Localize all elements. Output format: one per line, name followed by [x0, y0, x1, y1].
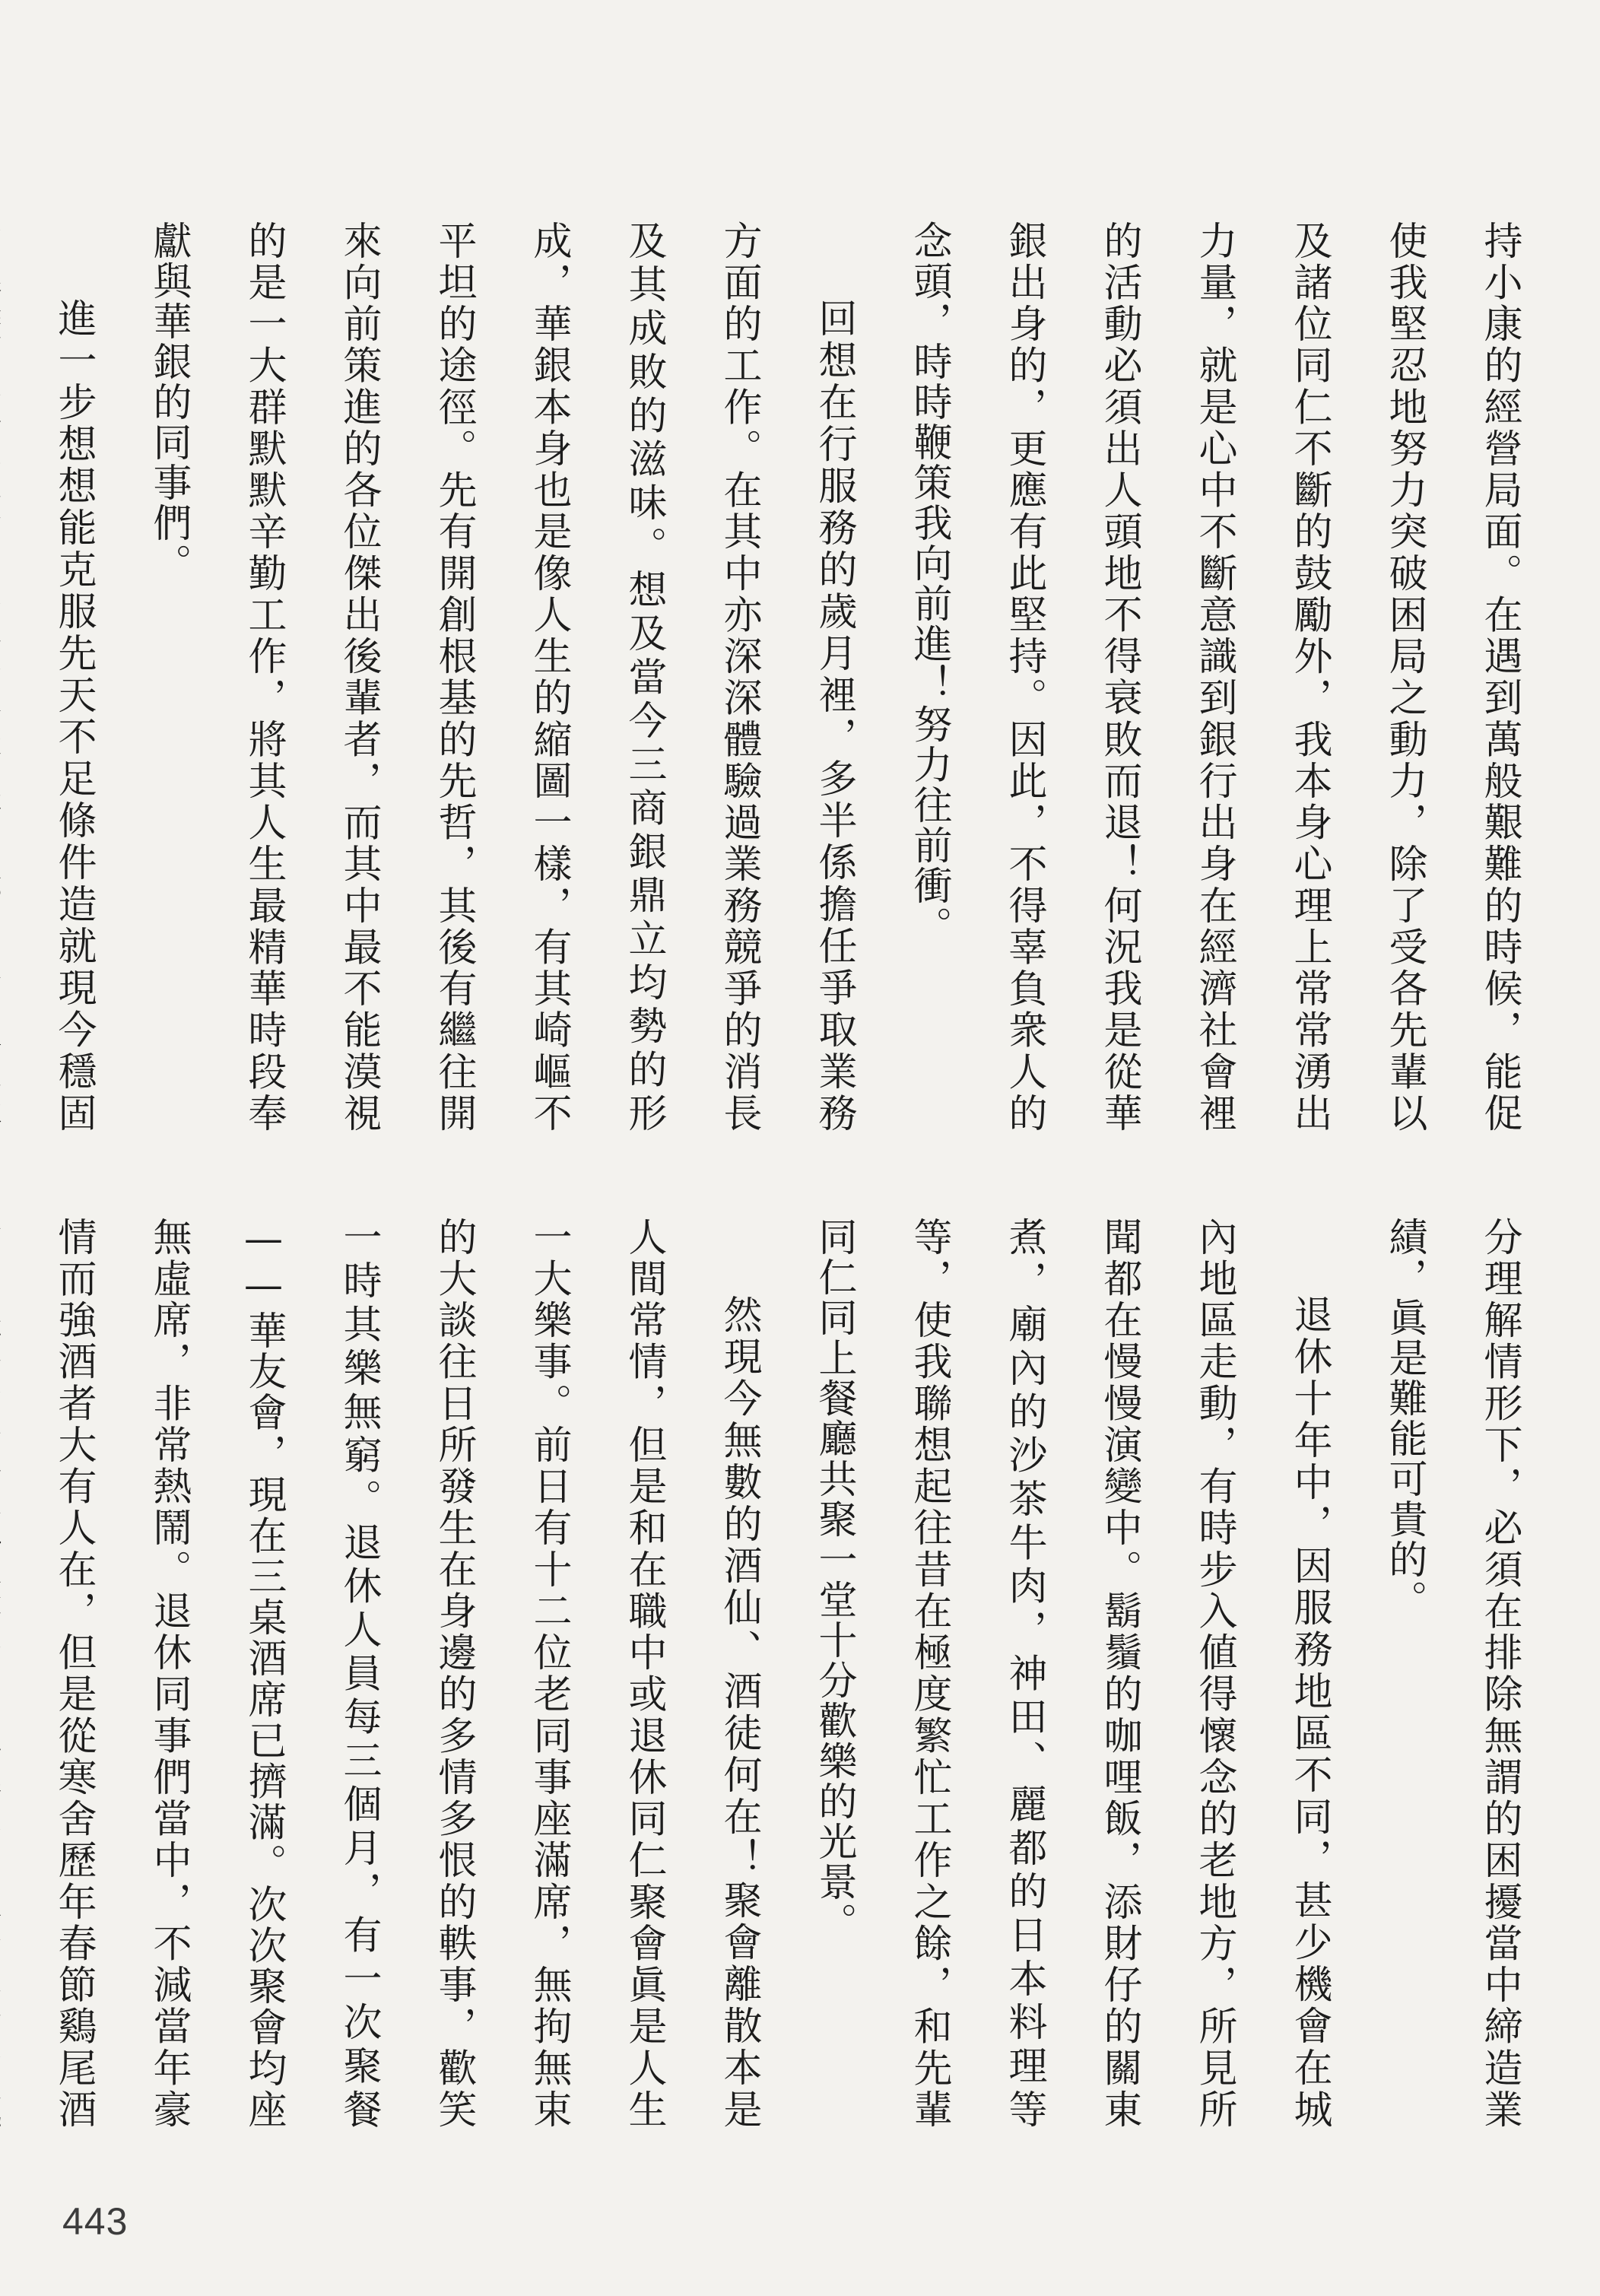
paragraph-lower-1: 分理解情形下，必須在排除無謂的困擾當中締造業績，眞是難能可貴的。 — [1382, 1217, 1522, 2129]
paragraph-upper-1: 持小康的經營局面。在遇到萬般艱難的時候，能促使我堅忍地努力突破困局之動力，除了受各先輩以及諸位同仁不斷的鼓勵外，我本身心理上常常湧出力量，就是心中不斷意識到銀行出身在經濟社會裡的活動必須出人頭地不得衰敗而退！何況我是從華銀出身的，更應有此堅持。因此，不得辜負衆人的念頭，時時鞭策我向前進！努力往前衝。 — [906, 221, 1522, 1133]
paragraph-lower-3: 然現今無數的酒仙、酒徒何在！聚會離散本是人間常情，但是和在職中或退休同仁聚會眞是人生一大樂事。前日有十二位老同事座滿席，無拘無束的大談往日所發生在身邊的多情多恨的軼事，歡笑一時其樂無窮。退休人員每三個月，有一次聚餐——華友會，現在三桌酒席已擠滿。次次聚會均座無虛席，非常熱鬧。退休同事們當中，不減當年豪情而強酒者大有人在，但是從寒舍歷年春節鷄尾酒 — [51, 1217, 761, 2129]
paragraph-upper-2: 回想在行服務的歲月裡，多半係擔任爭取業務方面的工作。在其中亦深深體驗過業務競爭的消長及其成敗的滋味。想及當今三商銀鼎立均勢的形成，華銀本身也是像人生的縮圖一樣，有其崎嶇不平坦的途徑。先有開創根基的先哲，其後有繼往開來向前策進的各位傑出後輩者，而其中最不能漠視的是一大群默默辛勤工作，將其人生最精華時段奉獻與華銀的同事們。 — [146, 221, 856, 1133]
lower-text-block — [51, 1217, 1547, 2129]
paragraph-lower-2: 退休十年中，因服務地區不同，甚少機會在城內地區走動，有時步入値得懷念的老地方，所見所聞都在慢慢演變中。鬍鬚的咖哩飯，添財仔的關東煮，廟內的沙茶牛肉，神田、麗都的日本料理等等，使我聯想起往昔在極度繁忙工作之餘，和先輩同仁同上餐廳共聚一堂十分歡樂的光景。 — [811, 1217, 1332, 2129]
upper-text-block — [51, 221, 1547, 1133]
page-number: 443 — [62, 2200, 129, 2243]
paragraph-upper-3: 進一步想想能克服先天不足條件造就現今穩固 — [51, 298, 96, 1133]
